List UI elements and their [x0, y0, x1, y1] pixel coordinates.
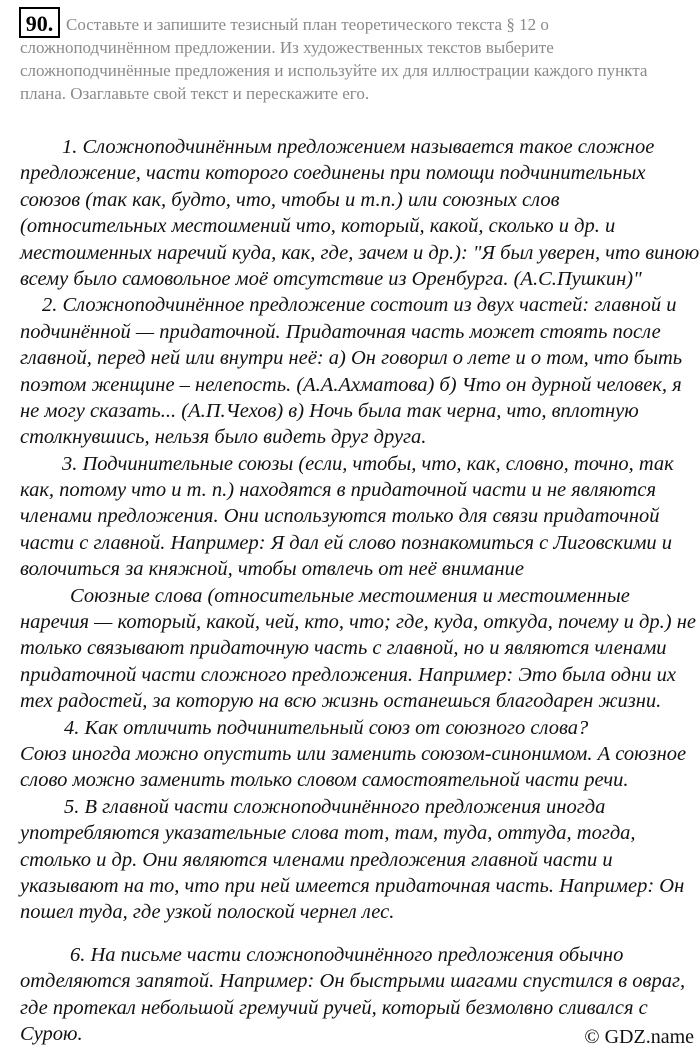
- text-line: придаточной части сложного предложения. Например: Это была одни их: [20, 663, 676, 686]
- text-line: указывают на то, что при ней имеется придаточная часть. Например: Он: [20, 874, 685, 897]
- text-line: где протекал небольшой гремучий ручей, который безмолвно сливался с: [20, 996, 648, 1019]
- text-line: подчинённой — придаточной. Придаточная часть может стоять после: [20, 320, 661, 343]
- task-line: плана. Озаглавьте свой текст и перескажите его.: [20, 84, 370, 103]
- text-line: столкнувшись, нельзя было видеть друг друга.: [20, 426, 427, 449]
- text-line: Союз иногда можно опустить или заменить союзом-синонимом. А союзное: [20, 742, 687, 765]
- paragraph-4: [0, 583, 700, 715]
- text-line: местоименных наречий куда, как, где, зачем и др.): "Я был уверен, что виною: [20, 241, 700, 264]
- task-line: Составьте и запишите тезисный план теоретического текста § 12 о: [66, 15, 549, 34]
- text-line: пошел туда, где узкой полоской чернел лес.: [20, 901, 395, 924]
- text-line: Союзные слова (относительные местоимения и местоименные: [70, 584, 630, 607]
- text-line: отделяются запятой. Например: Он быстрыми шагами спустился в овраг,: [20, 970, 686, 993]
- text-line: 3. Подчинительные союзы (если, чтобы, что, как, словно, точно, так: [62, 452, 674, 475]
- watermark: © GDZ.name: [584, 1026, 694, 1048]
- answer-text: [0, 134, 700, 1047]
- text-line: 4. Как отличить подчинительный союз от союзного слова?: [64, 716, 589, 739]
- text-line: волочиться за княжной, чтобы отвлечь от неё внимание: [20, 558, 525, 581]
- paragraph-gap: [0, 926, 700, 942]
- text-line: союзов (так как, будто, что, чтобы и т.п.) или союзных слов: [20, 188, 560, 211]
- task-line: сложноподчинённые предложения и используйте их для иллюстрации каждого пункта: [20, 61, 648, 80]
- text-line: Сурою.: [20, 1022, 83, 1045]
- task-number: 90.: [19, 7, 60, 38]
- text-line: (относительных местоимений что, который, какой, сколько и др. и: [20, 215, 616, 238]
- text-line: только связывают придаточную часть с главной, но и являются членами: [20, 637, 667, 660]
- paragraph-3: [0, 451, 700, 583]
- text-line: части с главной. Например: Я дал ей слово познакомиться с Лиговскими и: [20, 531, 673, 554]
- text-line: поэтом женщине – нелепость. (А.А.Ахматова) б) Что он дурной человек, я: [20, 373, 682, 396]
- text-line: слово можно заменить только словом самостоятельной части речи.: [20, 769, 629, 792]
- text-line: всему было самовольное моё отсутствие из Оренбурга. (А.С.Пушкин)": [20, 267, 642, 290]
- text-line: не могу сказать... (А.П.Чехов) в) Ночь была так черна, что, вплотную: [20, 399, 639, 422]
- text-line: членами предложения. Они используются только для связи придаточной: [20, 505, 660, 528]
- text-line: наречия — который, какой, чей, кто, что; где, куда, откуда, почему и др.) не: [20, 611, 696, 634]
- text-line: употребляются указательные слова тот, там, туда, оттуда, тогда,: [20, 822, 636, 845]
- paragraph-1: [0, 134, 700, 292]
- text-line: 6. На письме части сложноподчинённого предложения обычно: [70, 943, 624, 966]
- text-line: 5. В главной части сложноподчинённого предложения иногда: [64, 795, 606, 818]
- text-line: предложение, части которого соединены при помощи подчинительных: [20, 162, 646, 185]
- text-line: столько и др. Они являются членами предложения главной части и: [20, 848, 613, 871]
- text-line: главной, перед ней или внутри неё: а) Он говорил о лете и о том, что быть: [20, 347, 683, 370]
- text-line: 2. Сложноподчинённое предложение состоит из двух частей: главной и: [42, 294, 677, 317]
- text-line: 1. Сложноподчинённым предложением называется такое сложное: [62, 136, 655, 158]
- paragraph-2: [0, 292, 700, 450]
- text-line: как, потому что и т. п.) находятся в придаточной части и не являются: [20, 479, 657, 502]
- paragraph-6: [0, 794, 700, 926]
- paragraph-5: [0, 715, 700, 794]
- text-line: тех радостей, за которую на всю жизнь останешься благодарен жизни.: [20, 690, 662, 713]
- task-line: сложноподчинённом предложении. Из художественных текстов выберите: [20, 38, 554, 57]
